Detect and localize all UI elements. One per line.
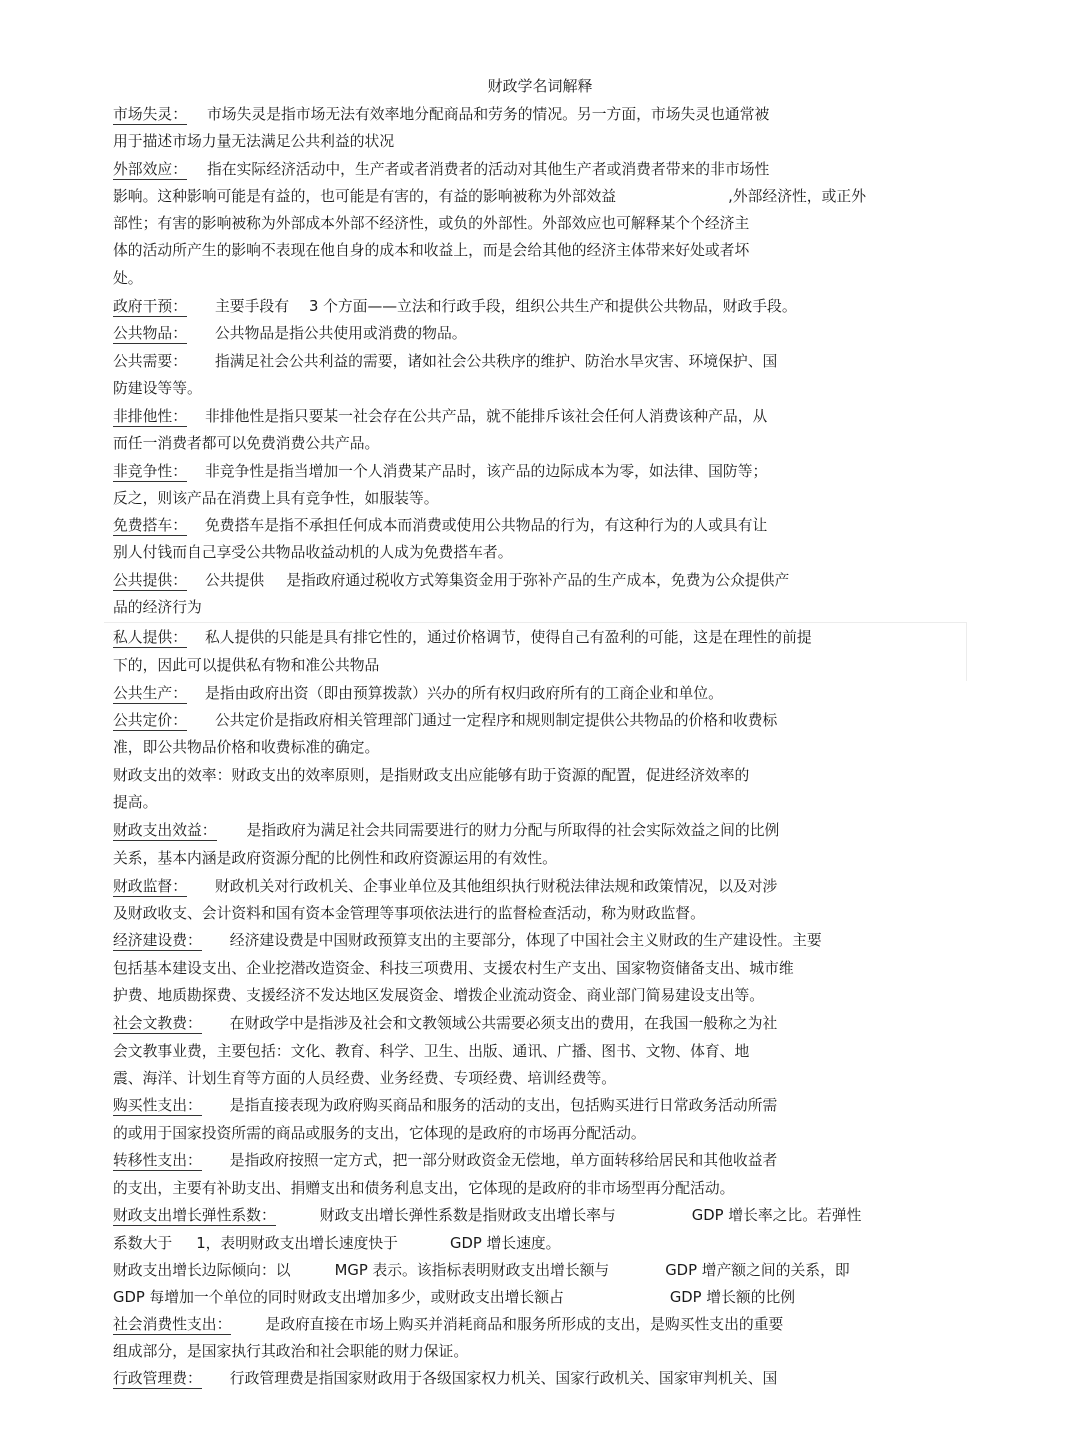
term-label: 财政支出的效率： [113,767,232,784]
definition-text: 震、海洋、计划生育等方面的人员经费、业务经费、专项经费、培训经费等。 [113,1070,617,1087]
definition-text: GDP 增产额之间的关系，即 [665,1262,850,1279]
entry-line [113,213,749,235]
term-label: 购买性支出： [113,1097,202,1114]
entry-line [113,1260,850,1282]
definition-text: 经济建设费是中国财政预算支出的主要部分，体现了中国社会主义财政的生产建设性。主要 [229,932,822,949]
definition-text: 反之，则该产品在消费上具有竞争性，如服装等。 [113,490,439,507]
definition-text: 影响。这种影响可能是有益的，也可能是有害的，有益的影响被称为外部效益 [113,188,617,205]
term-label: 财政监督： [113,878,187,895]
definition-text: 下的，因此可以提供私有物和准公共物品 [113,657,380,674]
entry-line [113,683,723,705]
definition-text: 公共提供 [205,572,265,589]
definition-text: ,外部经济性，或正外 [728,188,866,205]
definition-text: 用于描述市场力量无法满足公共利益的状况 [113,133,395,150]
definition-text: 以 [275,1262,291,1279]
definition-text: 的或用于国家投资所需的商品或服务的支出，它体现的是政府的市场再分配活动。 [113,1125,646,1142]
entry-line [113,1178,734,1200]
definition-text: 公共物品是指公共使用或消费的物品。 [215,325,467,342]
definition-text: 包括基本建设支出、企业挖潜改造资金、科技三项费用、支援农村生产支出、国家物资储备支出、城市维 [113,960,794,977]
definition-text: 是指政府为满足社会共同需要进行的财力分配与所取得的社会实际效益之间的比例 [246,822,780,839]
term-label: 公共提供： [113,572,187,589]
term-label: 公共物品： [113,325,187,342]
definition-text: MGP 表示。该指标表明财政支出增长额与 [334,1262,610,1279]
entry-line [113,1068,616,1090]
entry-line [113,1205,861,1227]
entry-line [113,765,749,787]
entry-line [113,627,812,649]
term-label: 行政管理费： [113,1370,202,1387]
definition-text: 在财政学中是指涉及社会和文教领域公共需要必须支出的费用，在我国一般称之为社 [229,1015,778,1032]
definition-text: 组成部分，是国家执行其政治和社会职能的财力保证。 [113,1343,469,1360]
definition-text: 财政支出增长弹性系数是指财政支出增长率与 [319,1207,616,1224]
entry-line [113,159,769,181]
entry-line [113,406,767,428]
entry-line [113,186,866,208]
definition-text: 而任一消费者都可以免费消费公共产品。 [113,435,380,452]
definition-text: 的支出，主要有补助支出、捐赠支出和债务利息支出，它体现的是政府的非市场型再分配活动。 [113,1180,735,1197]
term-label: 社会消费性支出： [113,1316,232,1333]
term-label: 社会文教费： [113,1015,202,1032]
definition-text: 行政管理费是指国家财政用于各级国家权力机关、国家行政机关、国家审判机关、国 [229,1370,778,1387]
definition-text: 是政府直接在市场上购买并消耗商品和服务所形成的支出，是购买性支出的重要 [265,1316,784,1333]
entry-line [113,655,379,677]
entry-line [113,930,822,952]
definition-text: 1，表明财政支出增长速度快于 [196,1235,398,1252]
term-label: 非排他性： [113,408,187,425]
definition-text: 防建设等等。 [113,380,202,397]
page-title: 财政学名词解释 [487,77,593,95]
entry-line [113,737,379,759]
term-label: 政府干预： [113,298,187,315]
definition-text: 是指由政府出资（即由预算拨款）兴办的所有权归政府所有的工商企业和单位。 [205,685,723,702]
entry-line [113,1341,468,1363]
definition-text: GDP 增长率之比。若弹性 [691,1207,862,1224]
definition-text: 系数大于 [113,1235,173,1252]
definition-text: 别人付钱而自己享受公共物品收益动机的人成为免费搭车者。 [113,544,513,561]
entry-line [113,1041,749,1063]
entry-line [113,820,779,842]
entry-line [113,323,467,345]
entry-line [113,1314,783,1336]
term-label: 财政支出效益： [113,822,217,839]
entry-line [113,488,439,510]
definition-text: 免费搭车是指不承担任何成本而消费或使用公共物品的行为，有这种行为的人或具有让 [205,517,768,534]
definition-text: 私人提供的只能是具有排它性的，通过价格调节，使得自己有盈利的可能，这是在理性的前提 [205,629,812,646]
definition-text: 公共定价是指政府相关管理部门通过一定程序和规则制定提供公共物品的价格和收费标 [215,712,778,729]
entry-line [113,104,769,126]
definition-text: 市场失灵是指市场无法有效率地分配商品和劳务的情况。另一方面，市场失灵也通常被 [207,106,770,123]
definition-text: 非排他性是指只要某一社会存在公共产品，就不能排斥该社会任何人消费该种产品，从 [205,408,768,425]
entry-line [113,792,157,814]
entry-line [113,542,513,564]
definition-text: 指在实际经济活动中，生产者或者消费者的活动对其他生产者或消费者带来的非市场性 [207,161,770,178]
entry-line [113,296,797,318]
term-label: 市场失灵： [113,106,187,123]
definition-text: 护费、地质勘探费、支援经济不发达地区发展资金、增拨企业流动资金、商业部门简易建设支出等。 [113,987,765,1004]
entry-line [113,597,202,619]
entry-line [113,1287,795,1309]
entry-line [113,351,777,373]
definition-text: 准，即公共物品价格和收费标准的确定。 [113,739,380,756]
entry-line [113,903,705,925]
definition-text: 是指政府按照一定方式，把一部分财政资金无偿地，单方面转移给居民和其他收益者 [229,1152,778,1169]
entry-line [113,570,789,592]
term-label: 财政支出增长弹性系数： [113,1207,276,1224]
definition-text: 提高。 [113,794,158,811]
entry-line [113,461,767,483]
entry-line [113,1368,777,1390]
definition-text: 是指政府通过税收方式筹集资金用于弥补产品的生产成本，免费为公众提供产 [286,572,790,589]
term-label: 免费搭车： [113,517,187,534]
definition-text: 指满足社会公共利益的需要，诸如社会公共秩序的维护、防治水旱灾害、环境保护、国 [215,353,778,370]
definition-text: 非竞争性是指当增加一个人消费某产品时，该产品的边际成本为零，如法律、国防等； [205,463,768,480]
entry-line [113,433,379,455]
entry-line [113,1013,777,1035]
definition-text: GDP 增长额的比例 [669,1289,796,1306]
definition-text: GDP 每增加一个单位的同时财政支出增加多少，或财政支出增长额占 [113,1289,564,1306]
definition-text: 主要手段有 [215,298,289,315]
definition-text: 是指直接表现为政府购买商品和服务的活动的支出，包括购买进行日常政务活动所需 [229,1097,778,1114]
definition-text: 部性；有害的影响被称为外部成本外部不经济性，或负的外部性。外部效应也可解释某个个经济主 [113,215,750,232]
entry-line [113,1123,646,1145]
definition-text: 及财政收支、会计资料和国有资本金管理等事项依法进行的监督检查活动，称为财政监督。 [113,905,705,922]
definition-text: 关系，基本内涵是政府资源分配的比例性和政府资源运用的有效性。 [113,850,557,867]
term-label: 公共生产： [113,685,187,702]
term-label: 财政支出增长边际倾向： [113,1262,276,1279]
term-label: 公共需要： [113,353,187,370]
term-label: 外部效应： [113,161,187,178]
entry-line [113,378,202,400]
definition-text: 财政支出的效率原则，是指财政支出应能够有助于资源的配置，促进经济效率的 [231,767,750,784]
entry-line [113,515,767,537]
term-label: 经济建设费： [113,932,202,949]
term-label: 非竞争性： [113,463,187,480]
entry-line [113,848,557,870]
term-label: 转移性支出： [113,1152,202,1169]
definition-text: 处。 [113,270,143,287]
definition-text: 会文教事业费，主要包括：文化、教育、科学、卫生、出版、通讯、广播、图书、文物、体育、地 [113,1043,750,1060]
term-label: 私人提供： [113,629,187,646]
definition-text: 体的活动所产生的影响不表现在他自身的成本和收益上，而是会给其他的经济主体带来好处或者坏 [113,242,750,259]
entry-line [113,1095,777,1117]
entry-line [113,710,777,732]
entry-line [113,958,794,980]
definition-text: 3 个方面——立法和行政手段，组织公共生产和提供公共物品，财政手段。 [309,298,797,315]
definition-text: 品的经济行为 [113,599,202,616]
definition-text: GDP 增长速度。 [449,1235,561,1252]
entry-line [113,131,394,153]
entry-line [113,268,143,290]
entry-line [113,876,777,898]
entry-line [113,985,764,1007]
definition-text: 财政机关对行政机关、企事业单位及其他组织执行财税法律法规和政策情况，以及对涉 [215,878,778,895]
entry-line [113,1233,560,1255]
entry-line [113,1150,777,1172]
term-label: 公共定价： [113,712,187,729]
entry-line [113,240,749,262]
